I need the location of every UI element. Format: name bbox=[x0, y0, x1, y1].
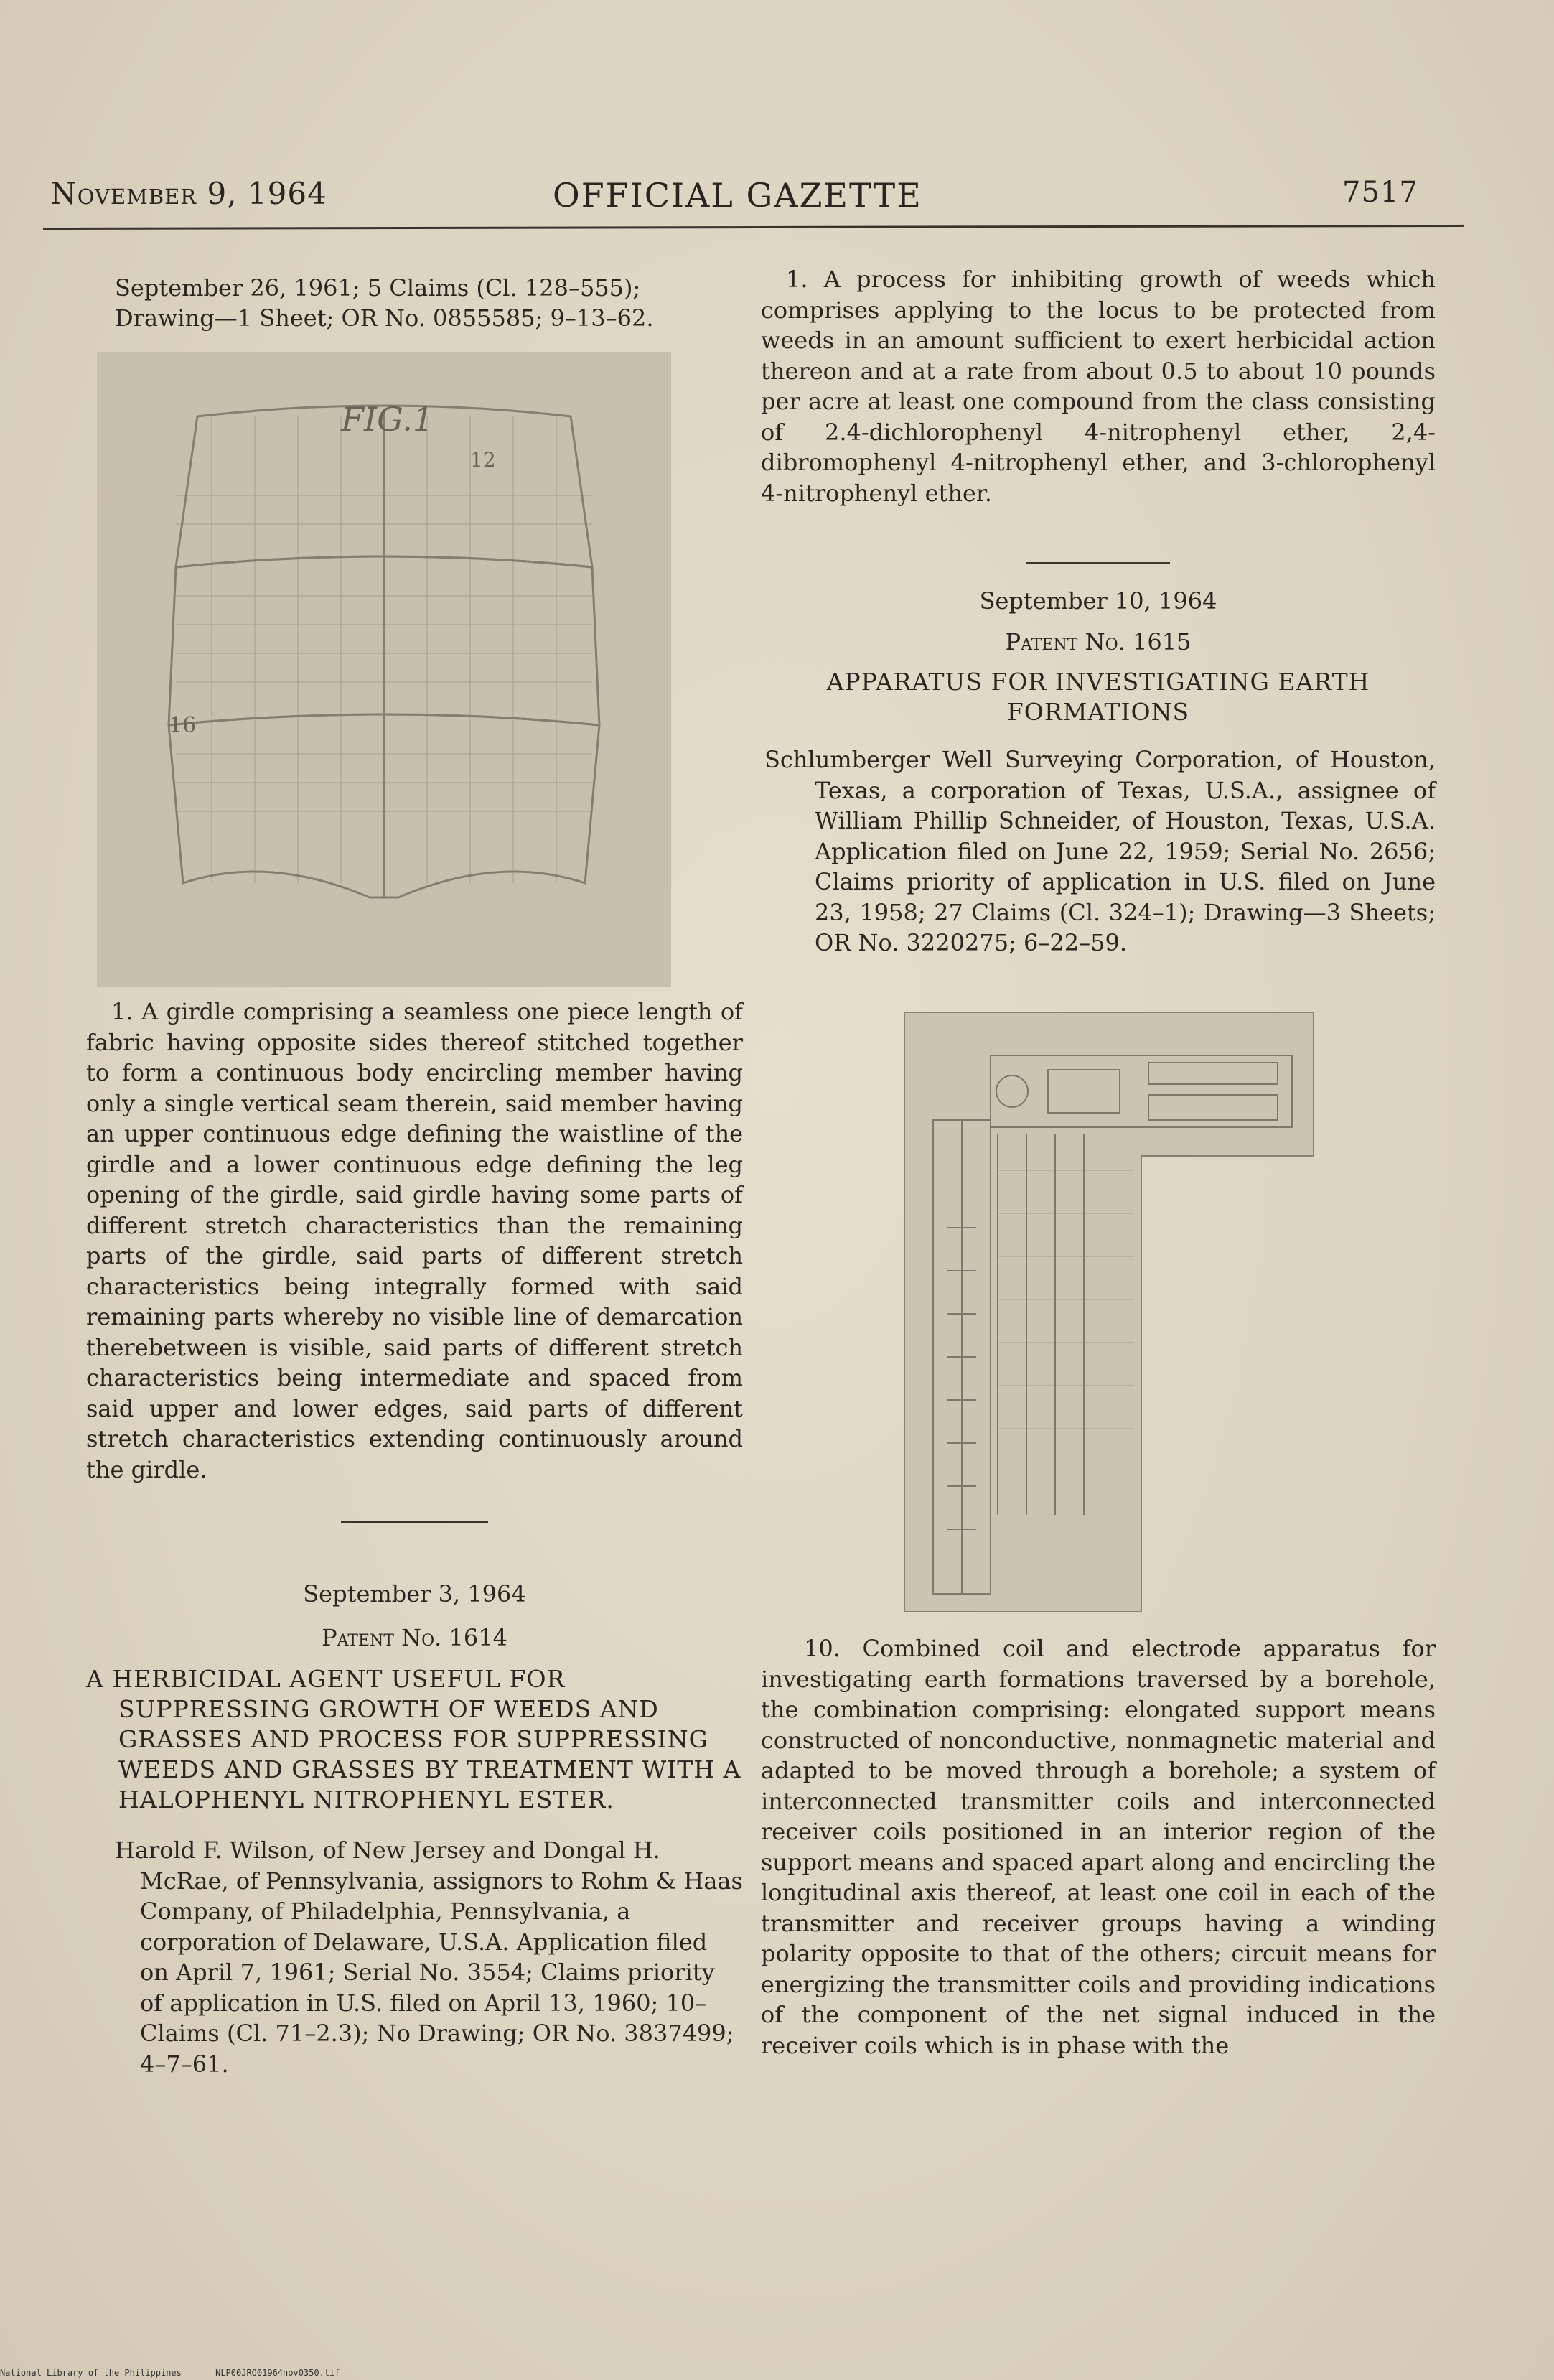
scan-footer bbox=[0, 2368, 369, 2378]
borehole-apparatus-illustration bbox=[904, 1012, 1314, 1612]
patent-1614-title: A HERBICIDAL AGENT USEFUL FOR SUPPRESSING GROWTH OF WEEDS AND GRASSES AND PROCESS FOR SUPPRESSING WEEDS AND GRASSES BY TREATMENT WITH A HALOPHENYL NITROPHENYL ESTER. bbox=[86, 1665, 741, 1814]
right-claim10-block bbox=[761, 1633, 1436, 2061]
left-prev-meta-block bbox=[86, 273, 743, 333]
header-rule bbox=[43, 225, 1464, 230]
girdle-drawing-illustration bbox=[97, 352, 671, 987]
right-claim1-block bbox=[761, 264, 1436, 508]
patent-1614-block bbox=[86, 1521, 743, 2079]
patent-1614-date: September 3, 1964 bbox=[303, 1580, 526, 1607]
patent-1614-number: Patent No. 1614 bbox=[322, 1623, 507, 1651]
prev-patent-meta: September 26, 1961; 5 Claims (Cl. 128–555); Drawing—1 Sheet; OR No. 0855585; 9–13–62. bbox=[115, 274, 654, 332]
footer-library: National Library of the Philippines bbox=[0, 2368, 182, 2378]
section-divider bbox=[341, 1521, 488, 1523]
girdle-drawing-figure bbox=[97, 352, 671, 987]
apparatus-claim-10: 10. Combined coil and electrode apparatus for investigating earth formations traversed by a borehole, the combination comprising: elongated support means constructed of nonconductive, nonmagnetic material and adapted to be moved through a borehole; a system of interconnected transmitter coils and interconnected receiver coils positioned in an interior region of the support means and spaced apart along and encircling the longitudinal axis thereof, at least one coil in each of the transmitter and receiver groups having a winding polarity opposite to that of the others; circuit means for energizing the transmitter coils and providing indications of the component of the net signal induced in the receiver coils which is in phase with the bbox=[761, 1635, 1436, 2059]
patent-1615-date: September 10, 1964 bbox=[979, 587, 1217, 615]
left-claim1-block bbox=[86, 997, 743, 1485]
patent-1615-block bbox=[761, 562, 1436, 958]
section-divider bbox=[1026, 562, 1170, 564]
header-page-number: 7517 bbox=[1342, 176, 1418, 209]
header-title: OFFICIAL GAZETTE bbox=[553, 176, 922, 215]
patent-1615-number: Patent No. 1615 bbox=[1005, 627, 1192, 655]
borehole-apparatus-figure bbox=[904, 1012, 1314, 1612]
girdle-claim-1: 1. A girdle comprising a seamless one piece length of fabric having opposite sides thereof stitched together to form a continuous body encircling member having only a single vertical seam therein, said member having an upper continuous edge defining the waistline of the girdle and a lower continuous edge defining the leg opening of the girdle, said girdle having some parts of different stretch characteristics than the remaining parts of the girdle, said parts of different stretch characteristics being integrally formed with said remaining parts whereby no visible line of demarcation therebetween is visible, said parts of different stretch characteristics being intermediate and spaced from said upper and lower edges, said parts of different stretch characteristics extending continuously around the girdle. bbox=[86, 998, 743, 1483]
svg-text:12: 12 bbox=[470, 448, 496, 472]
footer-filename: NLP00JRO01964nov0350.tif bbox=[215, 2368, 340, 2378]
svg-text:FIG.1: FIG.1 bbox=[341, 400, 434, 439]
herbicide-claim-1: 1. A process for inhibiting growth of weeds which comprises applying to the locus to be protected from weeds in an amount sufficient to exert herbicidal action thereon and at a rate from about 0.5 to about 10 pounds per acre at least one compound from the class consisting of 2.4-dichlorophenyl 4-nitrophenyl ether, 2,4-dibromophenyl 4-nitrophenyl ether, and 3-chlorophenyl 4-nitrophenyl ether. bbox=[761, 266, 1436, 507]
patent-1614-assignment: Harold F. Wilson, of New Jersey and Dongal H. McRae, of Pennsylvania, assignors to Rohm & Haas Company, of Philadelphia, Pennsylvania, a corporation of Delaware, U.S.A. Application filed on April 7, 1961; Serial No. 3554; Claims priority of application in U.S. filed on April 13, 1960; 10–Claims (Cl. 71–2.3); No Drawing; OR No. 3837499; 4–7–61. bbox=[115, 1837, 743, 2078]
header-date: November 9, 1964 bbox=[50, 176, 327, 211]
patent-1615-assignment: Schlumberger Well Surveying Corporation, of Houston, Texas, a corporation of Texas, U.S.A., assignee of William Phillip Schneider, of Houston, Texas, U.S.A. Application filed on June 22, 1959; Serial No. 2656; Claims priority of application in U.S. filed on June 23, 1958; 27 Claims (Cl. 324–1); Drawing—3 Sheets; OR No. 3220275; 6–22–59. bbox=[764, 746, 1436, 956]
svg-text:16: 16 bbox=[169, 713, 197, 738]
patent-1615-title: APPARATUS FOR INVESTIGATING EARTH FORMATIONS bbox=[826, 668, 1370, 726]
